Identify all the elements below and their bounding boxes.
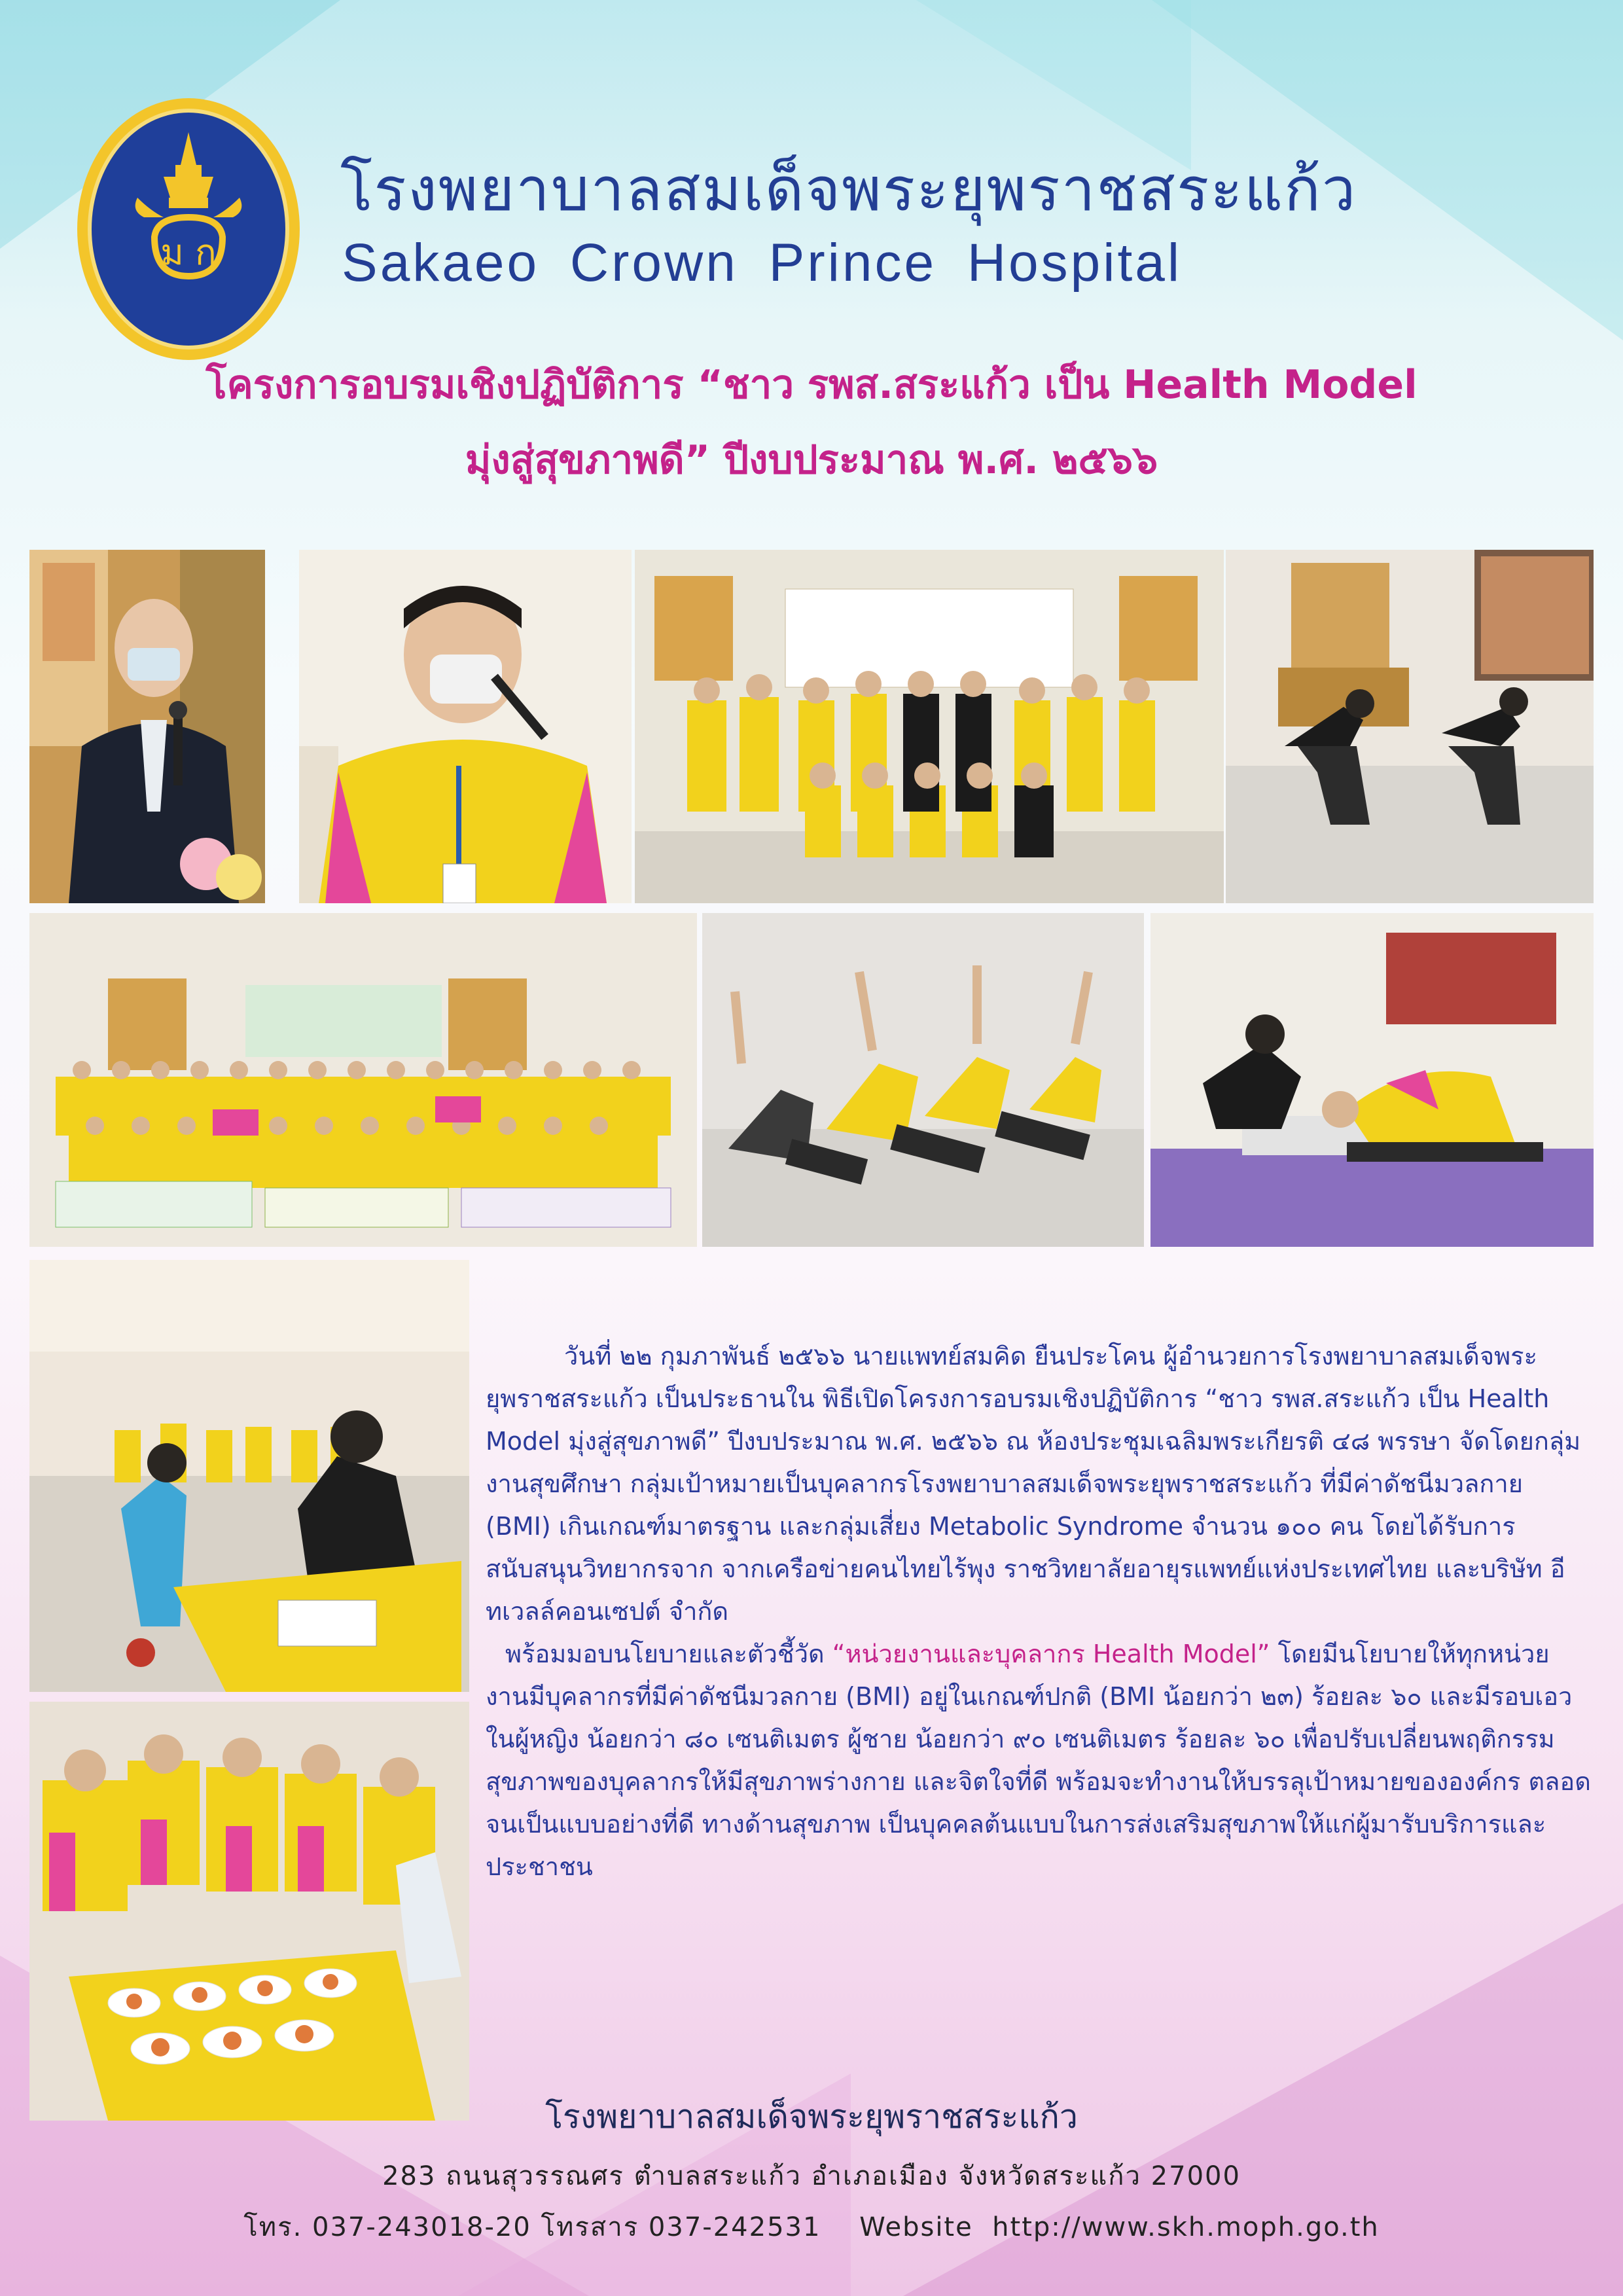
- photo-food-model-display: [29, 1702, 469, 2121]
- photo-speaker-yellow-shirt: [299, 550, 632, 903]
- article-paragraph-2: [486, 1633, 1592, 1888]
- photo-large-group-banners: [29, 913, 697, 1247]
- hospital-logo: [77, 98, 300, 360]
- policy-highlight: “หน่วยงานและบุคลากร Health Model”: [832, 1640, 1270, 1668]
- project-title-line1: โครงการอบรมเชิงปฏิบัติการ “ชาว รพส.สระแก้ว เป็น Health Model: [205, 362, 1418, 408]
- article-paragraph-1: วันที่ ๒๒ กุมภาพันธ์ ๒๕๖๖ นายแพทย์สมคิด ยืนประโคน ผู้อำนวยการโรงพยาบาลสมเด็จพระยุพราชสระแก้ว เป็นประธานใน พิธีเปิดโครงการอบรมเชิงปฏิบัติการ “ชาว รพส.สระแก้ว เป็น Health Model มุ่งสู่สุขภาพดี” ปีงบประมาณ พ.ศ. ๒๕๖๖ ณ ห้องประชุมเฉลิมพระเกียรติ ๔๘ พรรษา จัดโดยกลุ่มงานสุขศึกษา กลุ่มเป้าหมายเป็นบุคลากรโรงพยาบาลสมเด็จพระยุพราชสระแก้ว ที่มีค่าดัชนีมวลกาย (BMI) เกินเกณฑ์มาตรฐาน และกลุ่มเสี่ยง Metabolic Syndrome จำนวน ๑๐๐ คน โดยได้รับการสนับสนุนวิทยากรจาก จากเครือข่ายคนไทยไร้พุง ราชวิทยาลัยอายุรแพทย์แห่งประเทศไทย และบริษัท อีทเวลล์คอนเซปต์ จำกัด: [486, 1342, 1581, 1626]
- paragraph-2-prefix: พร้อมมอบนโยบายและตัวชี้วัด: [505, 1640, 832, 1668]
- photo-director-speech: [29, 550, 265, 903]
- hospital-name-th: โรงพยาบาลสมเด็จพระยุพราชสระแก้ว: [340, 154, 1357, 224]
- svg-text:ม ก: ม ก: [160, 232, 217, 273]
- paragraph-2-rest: โดยมีนโยบายให้ทุกหน่วยงานมีบุคลากรที่มีค่าดัชนีมวลกาย (BMI) อยู่ในเกณฑ์ปกติ (BMI น้อยกว่า ๒๓) ร้อยละ ๖๐ และมีรอบเอวในผู้หญิง น้อยกว่า ๘๐ เซนติเมตร ผู้ชาย น้อยกว่า ๙๐ เซนติเมตร ร้อยละ ๖๐ เพื่อปรับเปลี่ยนพฤติกรรมสุขภาพของบุคลากรให้มีสุขภาพร่างกาย และจิตใจที่ดี พร้อมจะทำงานให้บรรลุเป้าหมายขององค์กร ตลอดจนเป็นแบบอย่างที่ดี ทางด้านสุขภาพ เป็นบุคคลต้นแบบในการส่งเสริมสุขภาพให้แก่ผู้มารับบริการและประชาชน: [486, 1640, 1591, 1881]
- photo-flexibility-test: [1150, 913, 1594, 1247]
- photo-squat-exercise: [1226, 550, 1594, 903]
- footer-contact: โทร. 037-243018-20 โทรสาร 037-242531 Website http://www.skh.moph.go.th: [243, 2212, 1380, 2242]
- hospital-emblem-icon: [88, 109, 289, 350]
- footer-hospital-name: โรงพยาบาลสมเด็จพระยุพราชสระแก้ว: [545, 2098, 1078, 2136]
- photo-situp-exercise: [702, 913, 1144, 1247]
- photo-weighing-station: [29, 1260, 469, 1692]
- hospital-name-en: Sakaeo Crown Prince Hospital: [342, 233, 1183, 293]
- photo-group-stage: [635, 550, 1224, 903]
- article-body: [486, 1335, 1592, 1888]
- project-title-line2: มุ่งสู่สุขภาพดี” ปีงบประมาณ พ.ศ. ๒๕๖๖: [465, 437, 1158, 483]
- footer-address: 283 ถนนสุวรรณศร ตำบลสระแก้ว อำเภอเมือง จังหวัดสระแก้ว 27000: [382, 2161, 1241, 2191]
